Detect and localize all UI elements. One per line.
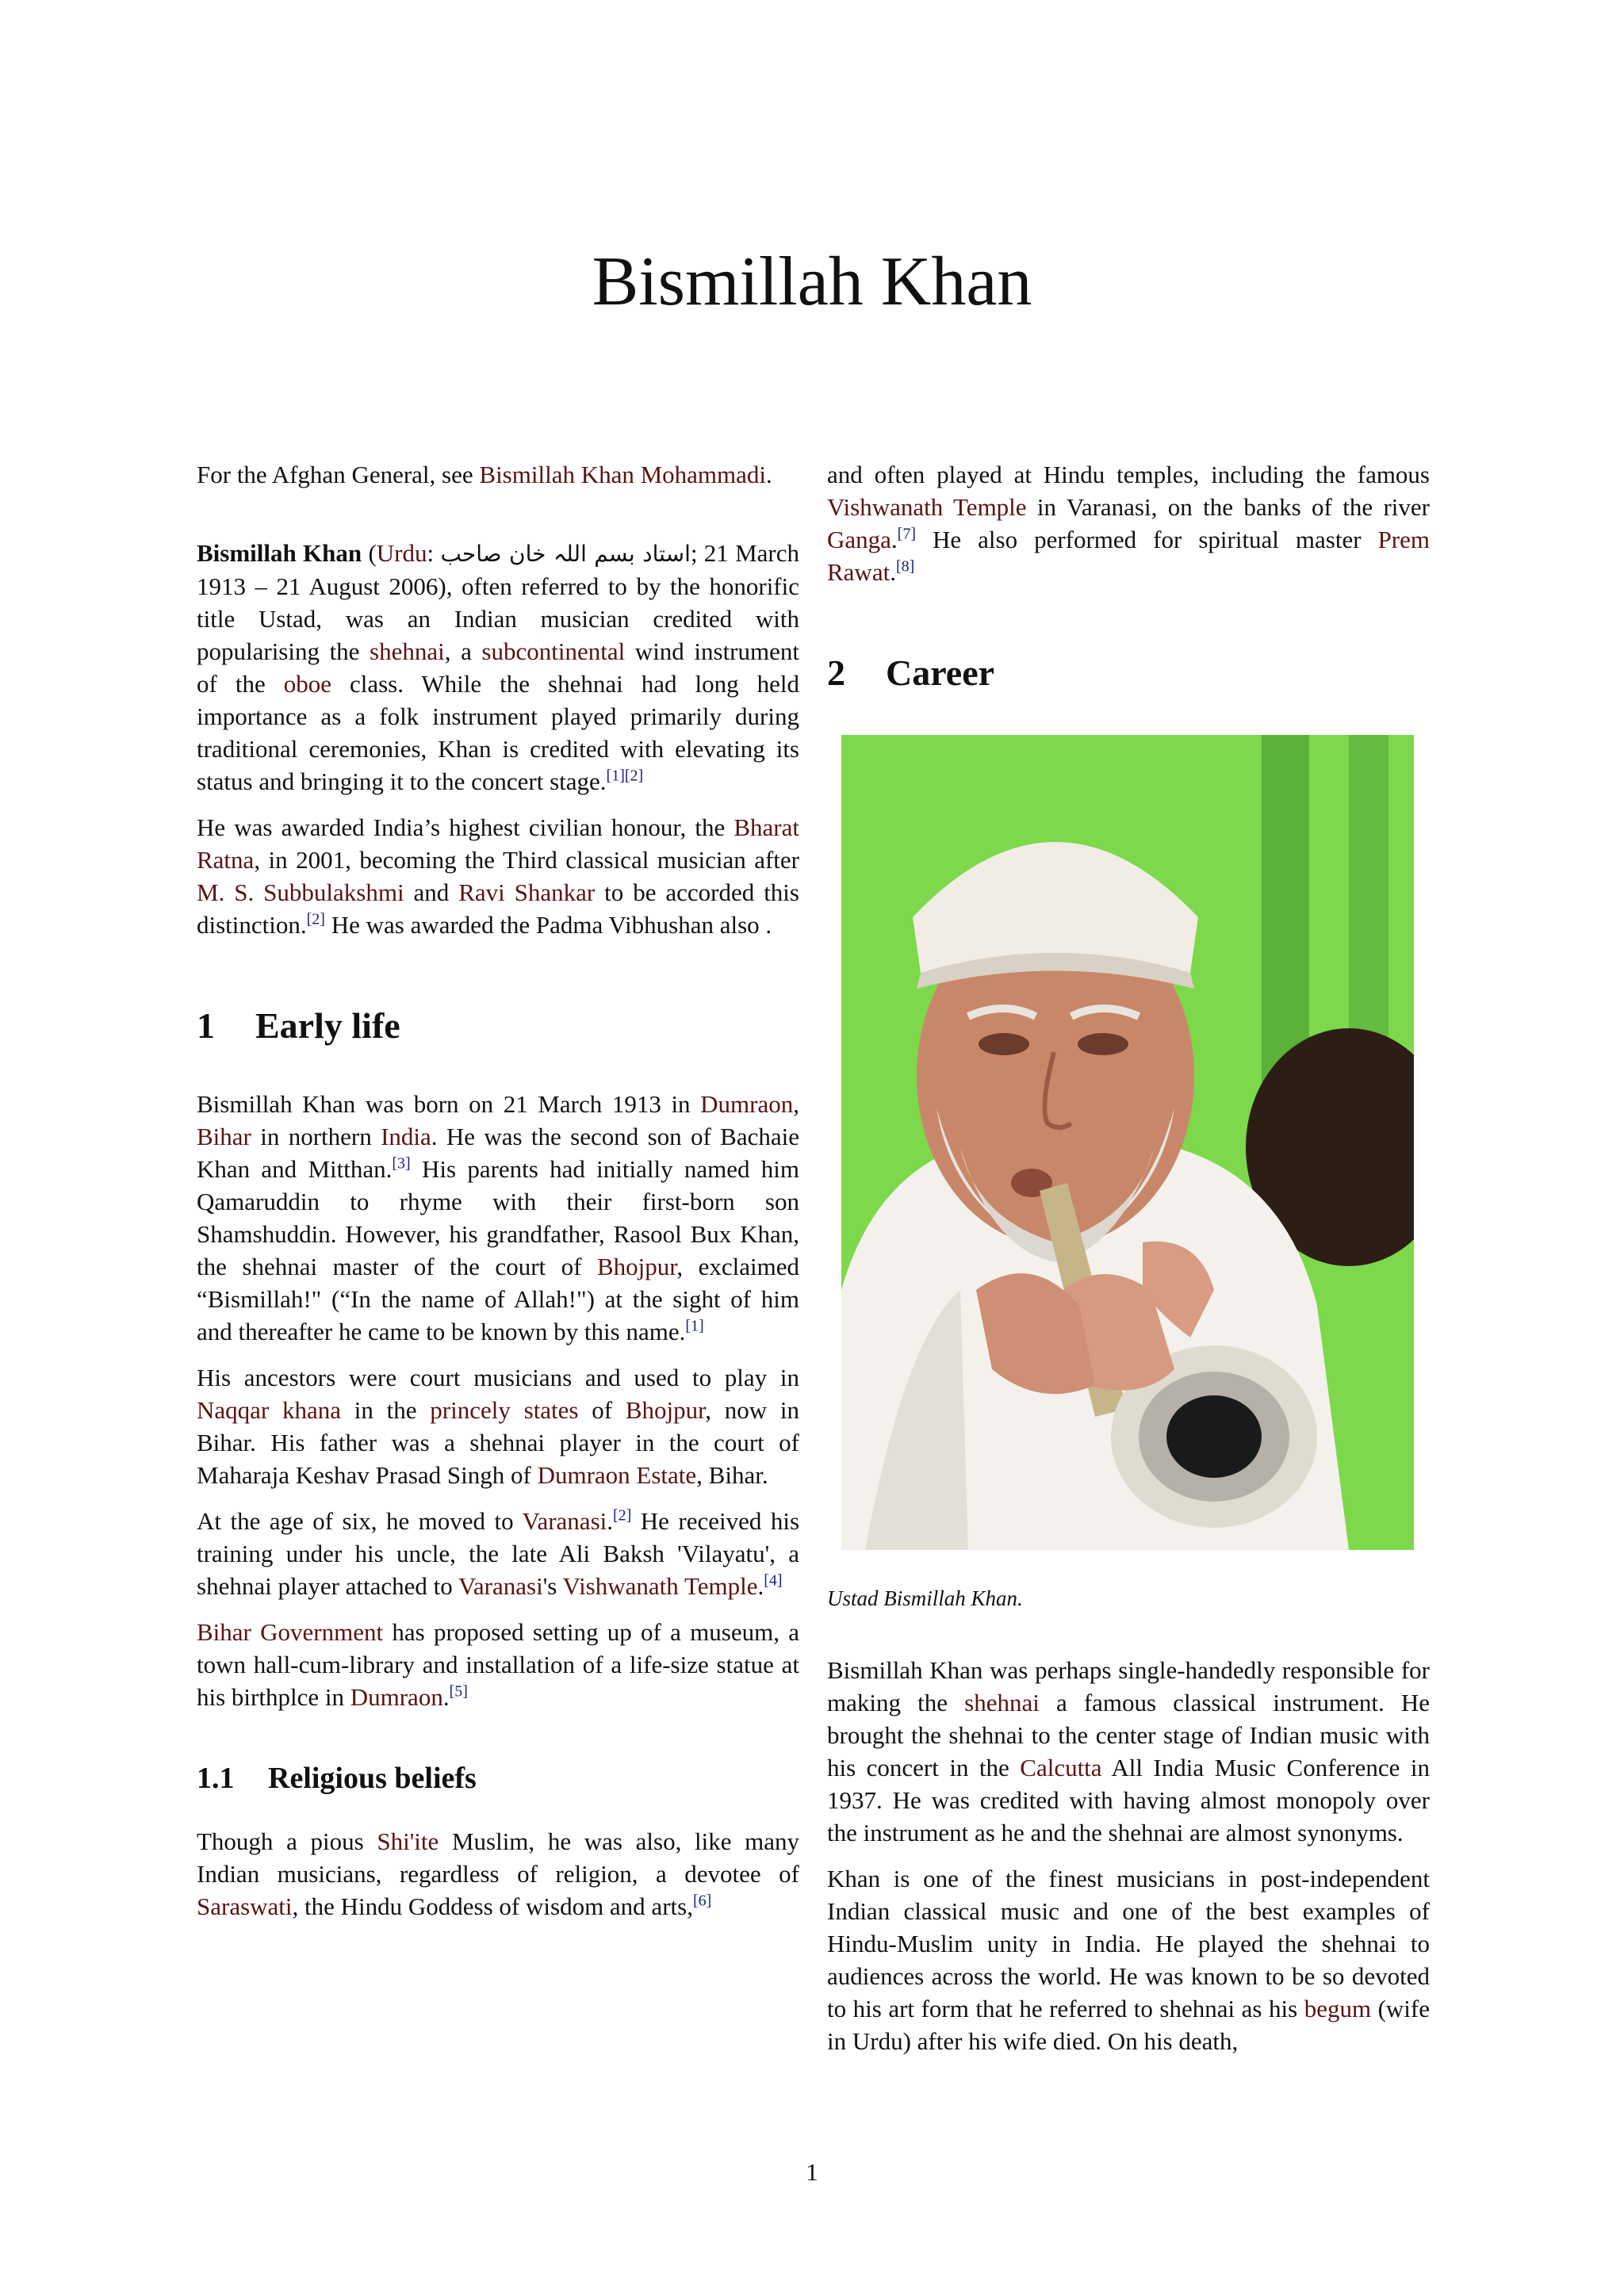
ref-5[interactable]: [5] — [449, 1682, 468, 1701]
link-dumraon[interactable]: Dumraon — [350, 1682, 443, 1711]
text: ( — [362, 539, 377, 567]
link-ravi-shankar[interactable]: Ravi Shankar — [458, 878, 596, 906]
ref-4[interactable]: [4] — [764, 1571, 783, 1590]
text: , now in Bihar. His father was a shehnai player in the court of Maharaja Keshav Prasad Singh of — [197, 1395, 800, 1489]
hatnote-suffix: . — [766, 461, 772, 488]
text: has proposed setting up of a museum, a town hall-cum-library and installation of a life-size statue at his birthplce in — [197, 1617, 799, 1711]
link-varanasi[interactable]: Varanasi — [522, 1506, 607, 1535]
ref-2[interactable]: [2] — [624, 767, 644, 785]
hatnote-text: For the Afghan General, see — [197, 461, 480, 488]
text: . — [442, 1682, 450, 1711]
link-subcontinental[interactable]: subcontinental — [481, 637, 626, 665]
text: He also performed for spiritual master — [915, 526, 1378, 553]
hatnote — [197, 458, 799, 491]
text: Bismillah Khan was perhaps single-handedly responsible for making the — [827, 1655, 1430, 1716]
text: Bismillah Khan was born on 21 March 1913 in — [197, 1089, 701, 1118]
link-naqqar-khana[interactable]: Naqqar khana — [197, 1395, 342, 1424]
figure-caption: Ustad Bismillah Khan. — [827, 1586, 1023, 1610]
text: Muslim, he was also, like many Indian musicians, regardless of religion, a devotee of — [197, 1827, 799, 1888]
urdu-name: استاد بسم اللہ خان صاحب — [440, 541, 691, 567]
text: and — [404, 878, 459, 906]
link-bismillah-khan-mohammadi[interactable]: Bismillah Khan Mohammadi — [479, 461, 767, 488]
award-paragraph — [197, 811, 799, 941]
link-bharat-ratna[interactable]: Bharat Ratna — [197, 813, 799, 874]
link-shehnai[interactable]: shehnai — [964, 1688, 1040, 1716]
section-number: 2 — [827, 652, 845, 693]
section-heading-early-life — [197, 1006, 799, 1047]
ref-2[interactable]: [2] — [306, 910, 325, 928]
text: of — [578, 1395, 626, 1424]
text: . — [607, 1506, 613, 1535]
right-column — [827, 458, 1430, 2071]
text: and often played at Hindu temples, including the famous — [827, 461, 1430, 488]
early-life-paragraph-4 — [197, 1616, 799, 1713]
link-urdu[interactable]: Urdu — [376, 539, 427, 567]
section-number: 1 — [197, 1005, 215, 1046]
link-oboe[interactable]: oboe — [283, 670, 331, 698]
link-dumraon-estate[interactable]: Dumraon Estate — [537, 1460, 697, 1489]
text: , the Hindu Goddess of wisdom and arts, — [292, 1892, 693, 1921]
ref-1[interactable]: [1] — [606, 767, 625, 785]
link-begum[interactable]: begum — [1304, 1994, 1372, 2022]
subject-name: Bismillah Khan — [197, 539, 362, 567]
ref-3[interactable]: [3] — [392, 1154, 411, 1173]
early-life-paragraph-3 — [197, 1505, 799, 1602]
link-india[interactable]: India — [381, 1122, 431, 1150]
ref-1[interactable]: [1] — [685, 1317, 704, 1335]
intro-paragraph — [197, 537, 799, 798]
text: . — [757, 1571, 764, 1600]
ref-7[interactable]: [7] — [897, 525, 916, 543]
link-vishwanath-temple[interactable]: Vishwanath Temple — [827, 493, 1027, 521]
text: . He was the second son of Bachaie Khan and Mitthan. — [197, 1122, 799, 1183]
religious-beliefs-paragraph — [197, 1825, 799, 1923]
career-paragraph-1 — [827, 1654, 1430, 1849]
link-shiite[interactable]: Shi'ite — [377, 1827, 439, 1856]
text: , exclaimed “Bismillah!" (“In the name of Allah!") at the sight of him and thereafter he came to be known by this name. — [197, 1252, 799, 1345]
section-title: Religious beliefs — [268, 1761, 477, 1795]
text: . — [890, 558, 896, 586]
portrait-illustration — [841, 735, 1414, 1550]
text: in the — [341, 1395, 431, 1424]
text: 's — [542, 1571, 563, 1600]
link-bhojpur[interactable]: Bhojpur — [596, 1252, 677, 1280]
text: ; 21 March 1913 – 21 August 2006), often referred to by the honorific title Ustad, was an Indian musician credited with popularising the — [197, 539, 799, 665]
link-bhojpur[interactable]: Bhojpur — [625, 1395, 706, 1424]
text: All India Music Conference in 1937. He was credited with having almost monopoly over the instrument as he and the shehnai are almost synonyms. — [827, 1753, 1430, 1846]
link-princely-states[interactable]: princely states — [430, 1395, 579, 1424]
text: Though a pious — [197, 1827, 377, 1856]
text: (wife in Urdu) after his wife died. On his death, — [827, 1994, 1430, 2055]
page-title: Bismillah Khan — [592, 243, 1032, 320]
religious-beliefs-continuation — [827, 458, 1430, 588]
link-ganga[interactable]: Ganga — [827, 526, 891, 553]
section-title: Early life — [255, 1005, 400, 1046]
link-calcutta[interactable]: Calcutta — [1020, 1753, 1102, 1781]
ref-8[interactable]: [8] — [895, 557, 915, 576]
portrait-photo — [841, 735, 1414, 1550]
link-shehnai[interactable]: shehnai — [370, 637, 445, 665]
section-title: Career — [886, 652, 995, 693]
text: to be accorded this distinction. — [197, 878, 799, 939]
text: He was awarded India’s highest civilian honour, the — [197, 813, 734, 841]
text: a famous classical instrument. He brought the shehnai to the center stage of Indian music with his concert in the — [827, 1688, 1430, 1781]
ref-6[interactable]: [6] — [692, 1892, 712, 1911]
section-number: 1.1 — [197, 1761, 235, 1795]
text: wind instrument of the — [197, 637, 799, 698]
text: in Varanasi, on the banks of the river — [1026, 493, 1430, 521]
text: Khan is one of the finest musicians in post-independent Indian classical music and one of the best examples of Hindu-Muslim unity in India. He played the shehnai to audiences across the world. He was known to be so devoted to his art form that he referred to shehnai as his — [827, 1864, 1430, 2022]
link-prem-rawat[interactable]: Prem Rawat — [827, 526, 1430, 586]
text: At the age of six, he moved to — [197, 1506, 523, 1535]
text: , a — [444, 637, 482, 665]
text: class. While the shehnai had long held importance as a folk instrument played primarily during traditional ceremonies, Khan is credited with elevating its status and bringing it to the concert stage. — [197, 670, 799, 795]
early-life-paragraph-2 — [197, 1361, 799, 1491]
left-column — [197, 458, 799, 1936]
link-bihar[interactable]: Bihar — [197, 1122, 251, 1150]
link-vishwanath-temple[interactable]: Vishwanath Temple — [562, 1571, 758, 1600]
link-bihar-government[interactable]: Bihar Government — [197, 1617, 384, 1646]
link-dumraon[interactable]: Dumraon — [700, 1089, 794, 1118]
text: He received his training under his uncle, the late Ali Baksh 'Vilayatu', a shehnai player attached to — [197, 1506, 800, 1600]
early-life-paragraph-1 — [197, 1088, 799, 1348]
career-paragraph-2 — [827, 1862, 1430, 2057]
link-varanasi[interactable]: Varanasi — [458, 1571, 543, 1600]
text: , in 2001, becoming the Third classical musician after — [254, 846, 799, 874]
link-saraswati[interactable]: Saraswati — [197, 1892, 293, 1921]
page-number: 1 — [806, 2158, 818, 2186]
section-heading-career — [827, 653, 1430, 694]
ref-2[interactable]: [2] — [613, 1506, 632, 1525]
text: : — [427, 539, 441, 567]
text: , Bihar. — [696, 1460, 768, 1489]
text: , — [793, 1089, 799, 1118]
section-heading-religious-beliefs — [197, 1762, 799, 1796]
text: He was awarded the Padma Vibhushan also . — [324, 911, 772, 939]
text: His ancestors were court musicians and used to play in — [197, 1363, 799, 1391]
text: . — [891, 526, 898, 553]
text: His parents had initially named him Qamaruddin to rhyme with their first-born son Shamshuddin. However, his grandfather, Rasool Bux Khan, the shehnai master of the court of — [197, 1154, 799, 1280]
text: in northern — [251, 1122, 381, 1150]
link-ms-subbulakshmi[interactable]: M. S. Subbulakshmi — [197, 878, 404, 906]
